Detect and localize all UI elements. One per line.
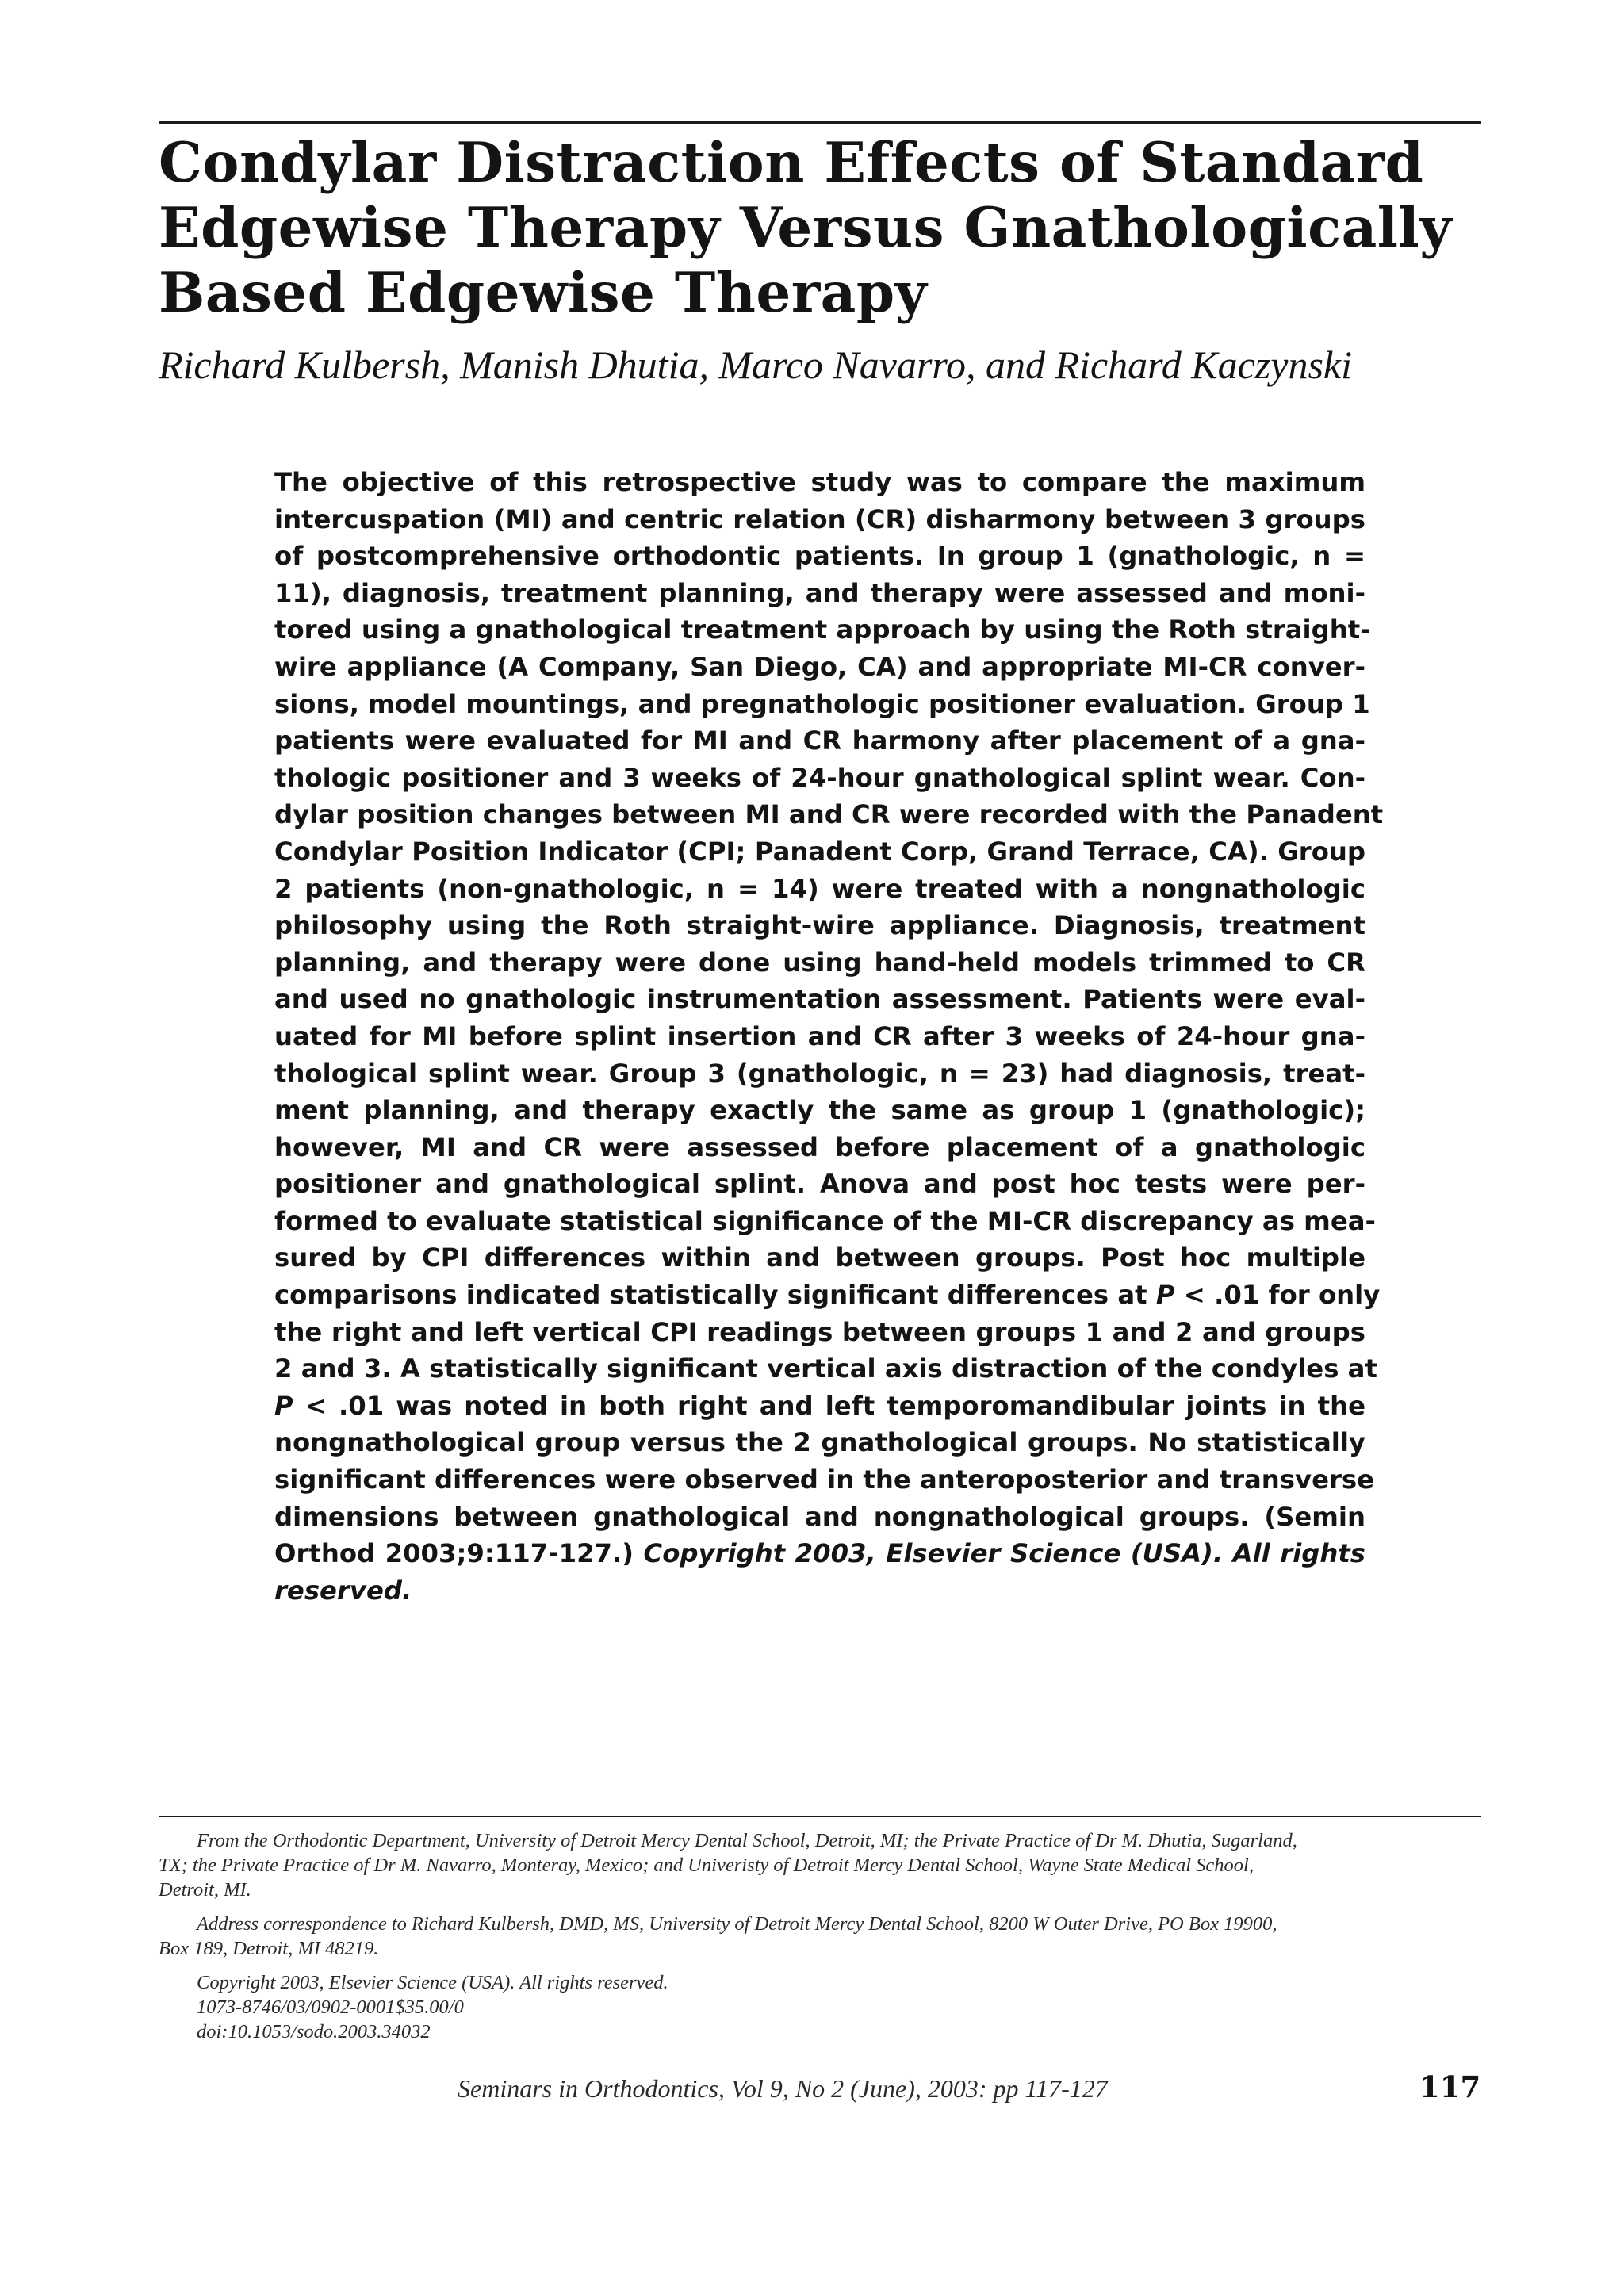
title-line: Condylar Distraction Effects of Standard <box>159 131 1424 195</box>
title-line: Edgewise Therapy Versus Gnathologically <box>159 196 1452 260</box>
doi-code: doi:10.1053/sodo.2003.34032 <box>197 2021 431 2042</box>
abstract-line: thologic positioner and 3 weeks of 24-hour gnathological splint wear. Con- <box>274 762 1365 793</box>
abstract-line: comparisons indicated statistically significant differences at P < .01 for only <box>274 1280 1381 1311</box>
abstract-line: 11), diagnosis, treatment planning, and therapy were assessed and moni- <box>274 577 1365 608</box>
abstract-line: however, MI and CR were assessed before placement of a gnathologic <box>274 1131 1365 1162</box>
abstract-line: The objective of this retrospective study was to compare the maximum <box>274 467 1365 497</box>
journal-citation: Seminars in Orthodontics, Vol 9, No 2 (June), 2003: pp 117-127 <box>458 2074 1108 2103</box>
correspondence-note <box>159 1912 1491 1961</box>
footnote-rule <box>159 1816 1481 1817</box>
abstract-line: and used no gnathologic instrumentation assessment. Patients were eval- <box>274 984 1365 1015</box>
correspondence-line: Address correspondence to Richard Kulbersh, DMD, MS, University of Detroit Mercy Dental School, 8200 W Outer Drive, PO Box 19900, <box>197 1913 1277 1935</box>
correspondence-line: Box 189, Detroit, MI 48219. <box>159 1938 379 1959</box>
copyright-notice: Copyright 2003, Elsevier Science (USA). All rights reserved. <box>197 1972 668 1993</box>
abstract-line: uated for MI before splint insertion and CR after 3 weeks of 24-hour gna- <box>274 1020 1365 1051</box>
abstract-line: patients were evaluated for MI and CR harmony after placement of a gna- <box>274 725 1365 756</box>
article-notes <box>159 1828 1491 2044</box>
abstract-line: wire appliance (A Company, San Diego, CA) and appropriate MI-CR conver- <box>274 651 1365 682</box>
abstract-line: the right and left vertical CPI readings between groups 1 and 2 and groups <box>274 1316 1365 1347</box>
affiliation-line: Detroit, MI. <box>159 1879 251 1901</box>
publication-info <box>159 1970 1491 2044</box>
article-title <box>159 131 1481 326</box>
abstract-line: tored using a gnathological treatment approach by using the Roth straight- <box>274 614 1371 645</box>
abstract-line: 2 patients (non-gnathologic, n = 14) were treated with a nongnathologic <box>274 873 1365 904</box>
abstract-line: of postcomprehensive orthodontic patients. In group 1 (gnathologic, n = <box>274 541 1365 572</box>
abstract-line: Orthod 2003;9:117-127.) Copyright 2003, Elsevier Science (USA). All rights <box>274 1538 1365 1569</box>
abstract-line: significant differences were observed in the anteroposterior and transverse <box>274 1464 1375 1495</box>
issn-code: 1073-8746/03/0902-0001$35.00/0 <box>197 1996 464 2018</box>
affiliation-line: From the Orthodontic Department, University of Detroit Mercy Dental School, Detroit, MI; the Private Practice of Dr M. Dhutia, Sugarland, <box>197 1830 1297 1851</box>
abstract-line: dylar position changes between MI and CR were recorded with the Panadent <box>274 799 1384 830</box>
abstract-line: Condylar Position Indicator (CPI; Panadent Corp, Grand Terrace, CA). Group <box>274 836 1365 867</box>
abstract-line: P < .01 was noted in both right and left temporomandibular joints in the <box>274 1390 1365 1421</box>
abstract-line: reserved. <box>274 1575 412 1606</box>
abstract-line: ment planning, and therapy exactly the same as group 1 (gnathologic); <box>274 1095 1365 1126</box>
abstract-line: 2 and 3. A statistically significant vertical axis distraction of the condyles at <box>274 1353 1377 1384</box>
affiliation-note <box>159 1828 1491 1902</box>
abstract-line: positioner and gnathological splint. Anova and post hoc tests were per- <box>274 1169 1365 1200</box>
abstract-line: sured by CPI differences within and between groups. Post hoc multiple <box>274 1242 1365 1273</box>
page-number: 117 <box>1419 2069 1481 2104</box>
abstract-line: thological splint wear. Group 3 (gnathologic, n = 23) had diagnosis, treat- <box>274 1058 1365 1089</box>
abstract-line: philosophy using the Roth straight-wire appliance. Diagnosis, treatment <box>274 910 1365 941</box>
affiliation-line: TX; the Private Practice of Dr M. Navarro, Monteray, Mexico; and Univeristy of Detroit Mercy Dental School, Wayne State Medical School, <box>159 1855 1254 1876</box>
abstract-line: intercuspation (MI) and centric relation (CR) disharmony between 3 groups <box>274 503 1365 534</box>
title-line: Based Edgewise Therapy <box>159 261 928 325</box>
abstract-line: formed to evaluate statistical significance of the MI-CR discrepancy as mea- <box>274 1205 1376 1236</box>
abstract-line: nongnathological group versus the 2 gnathological groups. No statistically <box>274 1427 1365 1458</box>
abstract-line: sions, model mountings, and pregnathologic positioner evaluation. Group 1 <box>274 688 1370 719</box>
top-rule <box>159 121 1481 124</box>
abstract <box>274 464 1384 1609</box>
author-list: Richard Kulbersh, Manish Dhutia, Marco Navarro, and Richard Kaczynski <box>159 343 1352 387</box>
abstract-line: dimensions between gnathological and nongnathological groups. (Semin <box>274 1501 1365 1532</box>
abstract-line: planning, and therapy were done using hand-held models trimmed to CR <box>274 947 1365 978</box>
